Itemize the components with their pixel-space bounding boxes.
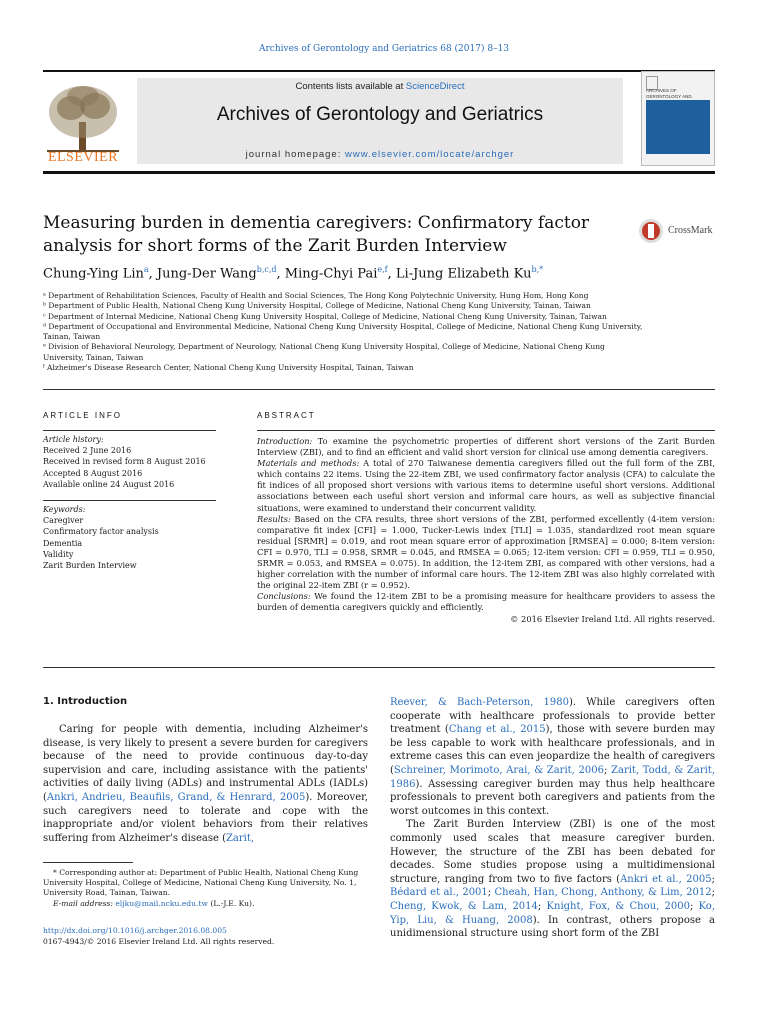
homepage-line [137, 149, 623, 160]
abstract-body [257, 436, 715, 625]
author-affil-sup[interactable]: e,f [377, 265, 388, 274]
cover-artwork [646, 100, 710, 154]
abstract-label: Conclusions: [257, 591, 311, 602]
abstract-text: Based on the CFA results, three short versions of the ZBI, performed excellently (4-item version: comparative fit index [CFI] = 1.000, Tucker-Lewis index [TLI] = 1.035, standardized root mean square residual [SRMR] = 0.019, and root mean square error of approximation [RMSEA] = 0.000; 8-item version: CFI = 0.970, TLI = 0.958, SRMR = 0.045, and RMSEA = 0.065; 12-item version: CFI = 0.959, TLI = 0.950, SRMR = 0.053, and RMSEA = 0.075). In addition, the 12-item ZBI, as compared with other versions, had a higher correlation with the number of informal care hours. The 12-item ZBI was also highly correlated with the original 22-item ZBI (r = 0.952). [257, 513, 715, 591]
citation-link[interactable]: Knight, Fox, & Chou, 2000 [546, 900, 690, 912]
affiliation-list [43, 291, 643, 373]
article-info-rule [43, 430, 216, 431]
body-text: The Zarit Burden Interview (ZBI) is one of the most commonly used scales that measure caregiver burden. However, the structure of the ZBI has been debated for decades. Some studies propose using a multidimensional structure, ranging from two to five factors ( [390, 819, 715, 885]
keyword: Confirmatory factor analysis [43, 527, 159, 537]
journal-reference[interactable]: Archives of Gerontology and Geriatrics 68 (2017) 8–13 [258, 44, 510, 54]
affiliation: ᶜ Department of Internal Medicine, National Cheng Kung University Hospital, College of Medicine, National Cheng Kung University, Tainan, Taiwan [43, 311, 607, 321]
author-separator: , [276, 266, 285, 282]
corresponding-author-note: * Corresponding author at: Department of Public Health, National Cheng Kung University Hospital, College of Medicine, National Cheng Kung University, No. 1, University Road, Tainan, Taiwan. [43, 868, 359, 898]
body-text: ). Assessing caregiver burden may thus help healthcare professionals to prevent both caregivers and patients from the worst outcomes in this context. [390, 778, 715, 817]
citation-link[interactable]: Ankri, Andrieu, Beaufils, Grand, & Henrard, 2005 [46, 791, 306, 803]
footnote [43, 868, 368, 909]
article-history [43, 434, 216, 490]
footnote-rule [43, 862, 133, 863]
paragraph [390, 696, 715, 818]
contents-line [137, 81, 623, 92]
journal-title: Archives of Gerontology and Geriatrics [216, 104, 544, 125]
author-affil-sup[interactable]: b,* [531, 265, 544, 274]
body-text: ; [711, 873, 715, 885]
crossmark-icon [638, 217, 664, 245]
sciencedirect-link[interactable]: ScienceDirect [405, 81, 465, 92]
abstract-conclusions [257, 591, 715, 613]
author-affil-sup[interactable]: a [143, 265, 149, 274]
affiliation: ᶠ Alzheimer's Disease Research Center, National Cheng Kung University Hospital, Tainan, Taiwan [43, 363, 414, 373]
keyword: Caregiver [43, 516, 84, 526]
body-text: ; [689, 900, 699, 912]
title-divider [43, 389, 715, 390]
email-label: E-mail address: [53, 898, 116, 908]
keywords-label: Keywords: [43, 505, 86, 514]
keyword: Dementia [43, 538, 83, 548]
author-name[interactable]: Chung-Ying Lin [43, 266, 144, 282]
body-text: ; [487, 887, 495, 899]
abstract-label: Results: [257, 513, 291, 524]
email-line [43, 899, 368, 909]
abstract-rule [257, 430, 715, 431]
crossmark-badge[interactable] [638, 217, 718, 245]
citation-link[interactable]: Reever, & Bach-Peterson, 1980 [390, 697, 569, 708]
affiliation: ᵇ Department of Public Health, National Cheng Kung University Hospital, College of Medicine, National Cheng Kung University, Tainan, Taiwan [43, 301, 591, 311]
journal-cover-thumbnail[interactable] [641, 71, 715, 166]
body-text: ). In contrast, others propose a unidimensional structure using short form of the ZBI [390, 914, 715, 940]
body-text: ; [537, 900, 547, 912]
contents-prefix: Contents lists available at [295, 81, 406, 92]
cover-title: ARCHIVES OF GERONTOLOGY AND [646, 88, 692, 99]
history-item: Accepted 8 August 2016 [43, 468, 143, 478]
author-affil-sup[interactable]: b,c,d [256, 265, 277, 274]
homepage-link[interactable]: www.elsevier.com/locate/archger [345, 149, 515, 160]
citation-link[interactable]: Schreiner, Morimoto, Arai, & Zarit, 2006 [393, 764, 604, 776]
abstract-heading: ABSTRACT [257, 411, 316, 420]
abstract-methods [257, 458, 715, 513]
paragraph [390, 818, 715, 940]
abstract-divider [43, 667, 715, 668]
author-separator: , [148, 266, 157, 282]
citation-link[interactable]: Cheah, Han, Chong, Anthony, & Lim, 2012 [494, 887, 712, 899]
history-item: Received in revised form 8 August 2016 [43, 457, 206, 467]
keyword: Validity [43, 549, 74, 559]
homepage-prefix: journal homepage: [245, 149, 345, 160]
author-list [43, 265, 683, 281]
author-name[interactable]: Ming-Chyi Pai [284, 266, 378, 282]
author-name[interactable]: Jung-Der Wang [156, 266, 257, 282]
article-info-heading: ARTICLE INFO [43, 411, 122, 420]
keywords [43, 504, 216, 571]
elsevier-logo[interactable] [43, 78, 123, 168]
body-text: ; [603, 764, 612, 776]
keyword: Zarit Burden Interview [43, 561, 137, 571]
author-name[interactable]: Li-Jung Elizabeth Ku [395, 266, 532, 282]
issn-line: 0167-4943/© 2016 Elsevier Ireland Ltd. All rights reserved. [43, 937, 275, 946]
citation-link[interactable]: Zarit, [225, 832, 255, 844]
abstract-results [257, 514, 715, 592]
keywords-rule [43, 500, 216, 501]
abstract-copyright: © 2016 Elsevier Ireland Ltd. All rights reserved. [510, 613, 715, 624]
doi-link[interactable]: http://dx.doi.org/10.1016/j.archger.2016.08.005 [43, 926, 227, 935]
publisher-logo-text: ELSEVIER [47, 150, 119, 165]
paragraph [43, 723, 368, 845]
citation-link[interactable]: Ko, Yip, Liu, & Huang, 2008 [390, 900, 715, 926]
header-rule-bottom [43, 171, 715, 174]
abstract-text: A total of 270 Taiwanese dementia caregivers filled out the full form of the ZBI, which contains 22 items. Using the 22-item ZBI, we used confirmatory factor analysis (CFA) to calculate the fit indices of all proposed short versions with various items to determine useful short versions. Additional associations between each useful short version and informal care hours, as well as subjective financial situations, were examined to understand their concurrent validity. [257, 458, 715, 513]
abstract-introduction [257, 436, 715, 458]
citation-link[interactable]: Chang et al., 2015 [448, 724, 546, 736]
author-separator: , [387, 266, 396, 282]
citation-link[interactable]: Cheng, Kwok, & Lam, 2014 [390, 900, 538, 912]
email-suffix: (L.-J.E. Ku). [208, 898, 255, 908]
body-text: ). Moreover, such caregivers need to tolerate and cope with the inappropriate and/or violent behaviors from their relatives suffering from Alzheimer's disease ( [43, 791, 368, 844]
affiliation: ᵃ Department of Rehabilitation Sciences, Faculty of Health and Social Sciences, The Hong Kong Polytechnic University, Hung Hom, Hong Kong [43, 291, 589, 300]
affiliation: ᵈ Department of Occupational and Environmental Medicine, National Cheng Kung University Hospital, College of Medicine, National Cheng Kung University, Tainan, Taiwan [43, 321, 643, 342]
abstract-text: We found the 12-item ZBI to be a promising measure for healthcare providers to assess the burden of dementia caregivers quickly and efficiently. [257, 591, 715, 613]
abstract-text: To examine the psychometric properties of different short versions of the Zarit Burden Interview (ZBI), and to find an efficient and valid short version for clinical use among dementia caregivers. [257, 436, 715, 458]
body-text: Caring for people with dementia, including Alzheimer's disease, is very likely to present a severe burden for caregivers because of the need to provide continuous day-to-day supervision and care, including assistance with the patients' activities of daily living (ADLs) and instrumental ADLs (IADLs) ( [43, 724, 368, 803]
body-column-left [43, 723, 368, 845]
body-text: ), those with severe burden may be less capable to work with healthcare professionals, and in extreme cases this can even jeopardize the health of caregivers ( [390, 724, 716, 776]
abstract-label: Materials and methods: [257, 458, 360, 469]
header-rule-top [43, 70, 715, 72]
body-column-right [390, 696, 715, 941]
crossmark-label: CrossMark [668, 225, 713, 236]
citation-link[interactable]: Ankri et al., 2005 [620, 873, 712, 885]
abstract-label: Introduction: [257, 436, 313, 446]
email-link[interactable]: eljku@mail.ncku.edu.tw [115, 898, 209, 908]
history-label: Article history: [43, 435, 104, 444]
history-item: Available online 24 August 2016 [43, 479, 175, 489]
citation-link[interactable]: Zarit, Todd, & Zarit, 1986 [390, 764, 715, 790]
body-text: ; [711, 887, 715, 899]
section-title: 1. Introduction [43, 696, 128, 707]
body-text: ). While caregivers often cooperate with healthcare professionals to provide better treatment ( [390, 697, 715, 736]
citation-link[interactable]: Bédard et al., 2001 [390, 887, 488, 899]
article-title: Measuring burden in dementia caregivers: Confirmatory factor analysis for short forms of the Zarit Burden Interview [43, 213, 590, 256]
history-item: Received 2 June 2016 [43, 446, 132, 456]
affiliation: ᵉ Division of Behavioral Neurology, Department of Neurology, National Cheng Kung University Hospital, College of Medicine, National Cheng Kung University, Tainan, Taiwan [43, 342, 605, 362]
